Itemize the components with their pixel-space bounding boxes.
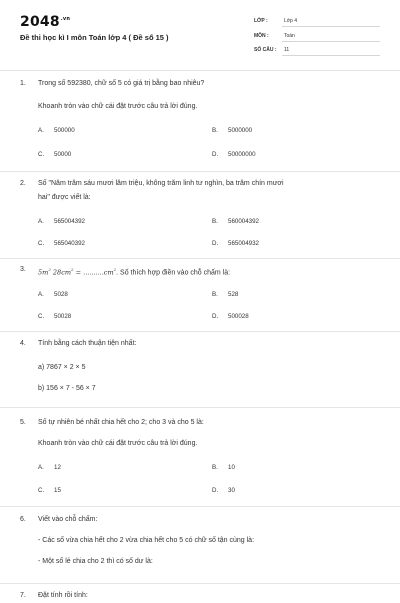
logo-domain: .vn xyxy=(60,16,71,23)
option-text: 528 xyxy=(228,291,239,298)
option-letter: C. xyxy=(38,487,45,494)
meta-count-value: 11 xyxy=(284,47,290,53)
exponent: 2 xyxy=(71,267,74,272)
option-text: 5028 xyxy=(54,291,68,298)
option-letter: D. xyxy=(212,487,219,494)
option-text: 500028 xyxy=(228,313,249,320)
question-number: 3. xyxy=(20,266,26,273)
option-a[interactable] xyxy=(38,127,75,134)
question-text: Trong số 592380, chữ số 5 có giá trị bằng bao nhiêu? xyxy=(38,80,205,87)
question-text: Tính bằng cách thuận tiện nhất: xyxy=(38,340,137,347)
option-b[interactable] xyxy=(212,218,259,225)
option-letter: C. xyxy=(38,151,45,158)
fill-in-line-1: - Các số vừa chia hết cho 2 vừa chia hết cho 5 có chữ số tận cùng là: xyxy=(38,537,255,544)
subpart-a: a) 7867 × 2 × 5 xyxy=(38,364,86,371)
option-d[interactable] xyxy=(212,487,235,494)
header-divider xyxy=(0,70,400,71)
option-b[interactable] xyxy=(212,464,235,471)
option-text: 50000 xyxy=(54,151,72,158)
exam-header xyxy=(0,0,400,70)
option-text: 500000 xyxy=(54,127,75,134)
option-a[interactable] xyxy=(38,218,85,225)
option-letter: D. xyxy=(212,151,219,158)
site-logo[interactable] xyxy=(20,14,70,30)
option-d[interactable] xyxy=(212,313,249,320)
meta-subject-label: MÔN : xyxy=(254,33,269,39)
expression-part: 28cm xyxy=(50,268,72,277)
option-text: 10 xyxy=(228,464,235,471)
exam-title: Đề thi học kì I môn Toán lớp 4 ( Đề số 15 ) xyxy=(20,33,169,42)
question-divider xyxy=(0,331,400,332)
question-divider xyxy=(0,506,400,507)
question-text xyxy=(38,263,378,280)
question-divider xyxy=(0,407,400,408)
fill-in-line-2: - Một số lẻ chia cho 2 thì có số dư là: xyxy=(38,558,153,565)
option-text: 5000000 xyxy=(228,127,253,134)
option-text: 565004932 xyxy=(228,240,259,247)
option-text: 50000000 xyxy=(228,151,256,158)
question-number: 6. xyxy=(20,516,26,523)
expression-part: = ..........cm xyxy=(73,268,114,277)
option-b[interactable] xyxy=(212,291,238,298)
question-divider xyxy=(0,583,400,584)
logo-text: 2048 xyxy=(20,14,60,30)
question-text: Đặt tính rồi tính: xyxy=(38,592,88,599)
exponent: 2 xyxy=(113,267,117,272)
question-text: Số tự nhiên bé nhất chia hết cho 2; cho 3 và cho 5 là: xyxy=(38,419,204,426)
meta-class-value: Lớp 4 xyxy=(284,18,298,24)
option-letter: B. xyxy=(212,291,218,298)
exponent: 2 xyxy=(48,267,51,272)
option-a[interactable] xyxy=(38,464,61,471)
option-text: 50028 xyxy=(54,313,72,320)
option-text: 565040392 xyxy=(54,240,85,247)
option-text: 30 xyxy=(228,487,235,494)
option-letter: D. xyxy=(212,313,219,320)
question-divider xyxy=(0,171,400,172)
option-letter: B. xyxy=(212,127,218,134)
question-divider xyxy=(0,258,400,259)
question-text-line-1: Số "Năm trăm sáu mươi lăm triệu, không trăm linh tư nghìn, ba trăm chín mươi xyxy=(38,180,284,187)
option-c[interactable] xyxy=(38,313,71,320)
option-letter: A. xyxy=(38,127,44,134)
question-text: Viết vào chỗ chấm: xyxy=(38,516,98,523)
question-number: 5. xyxy=(20,419,26,426)
option-letter: A. xyxy=(38,464,44,471)
option-letter: B. xyxy=(212,218,218,225)
option-letter: C. xyxy=(38,313,45,320)
question-number: 4. xyxy=(20,340,26,347)
question-number: 2. xyxy=(20,180,26,187)
meta-count-underline xyxy=(282,55,380,56)
option-d[interactable] xyxy=(212,240,259,247)
option-b[interactable] xyxy=(212,127,252,134)
option-letter: A. xyxy=(38,218,44,225)
option-letter: D. xyxy=(212,240,219,247)
option-c[interactable] xyxy=(38,240,85,247)
option-c[interactable] xyxy=(38,487,61,494)
option-letter: A. xyxy=(38,291,44,298)
question-instruction: Khoanh tròn vào chữ cái đặt trước câu trả lời đúng. xyxy=(38,103,198,110)
option-text: 12 xyxy=(54,464,61,471)
option-text: 560004392 xyxy=(228,218,259,225)
option-text: 565004392 xyxy=(54,218,85,225)
option-letter: C. xyxy=(38,240,45,247)
option-d[interactable] xyxy=(212,151,256,158)
question-text-line-2: hai" được viết là: xyxy=(38,194,91,201)
option-c[interactable] xyxy=(38,151,71,158)
meta-subject-value: Toán xyxy=(284,33,295,39)
question-number: 1. xyxy=(20,80,26,87)
meta-subject-underline xyxy=(282,41,380,42)
question-tail: . Số thích hợp điền vào chỗ chấm là: xyxy=(116,269,231,277)
meta-class-label: LỚP : xyxy=(254,18,268,24)
question-number: 7. xyxy=(20,592,26,599)
meta-class-underline xyxy=(282,26,380,27)
option-a[interactable] xyxy=(38,291,68,298)
meta-count-label: SỐ CÂU : xyxy=(254,47,277,53)
question-instruction: Khoanh tròn vào chữ cái đặt trước câu trả lời đúng. xyxy=(38,440,198,447)
option-letter: B. xyxy=(212,464,218,471)
option-text: 15 xyxy=(54,487,61,494)
subpart-b: b) 156 × 7 - 56 × 7 xyxy=(38,385,96,392)
expression-part: 5m xyxy=(38,268,49,277)
